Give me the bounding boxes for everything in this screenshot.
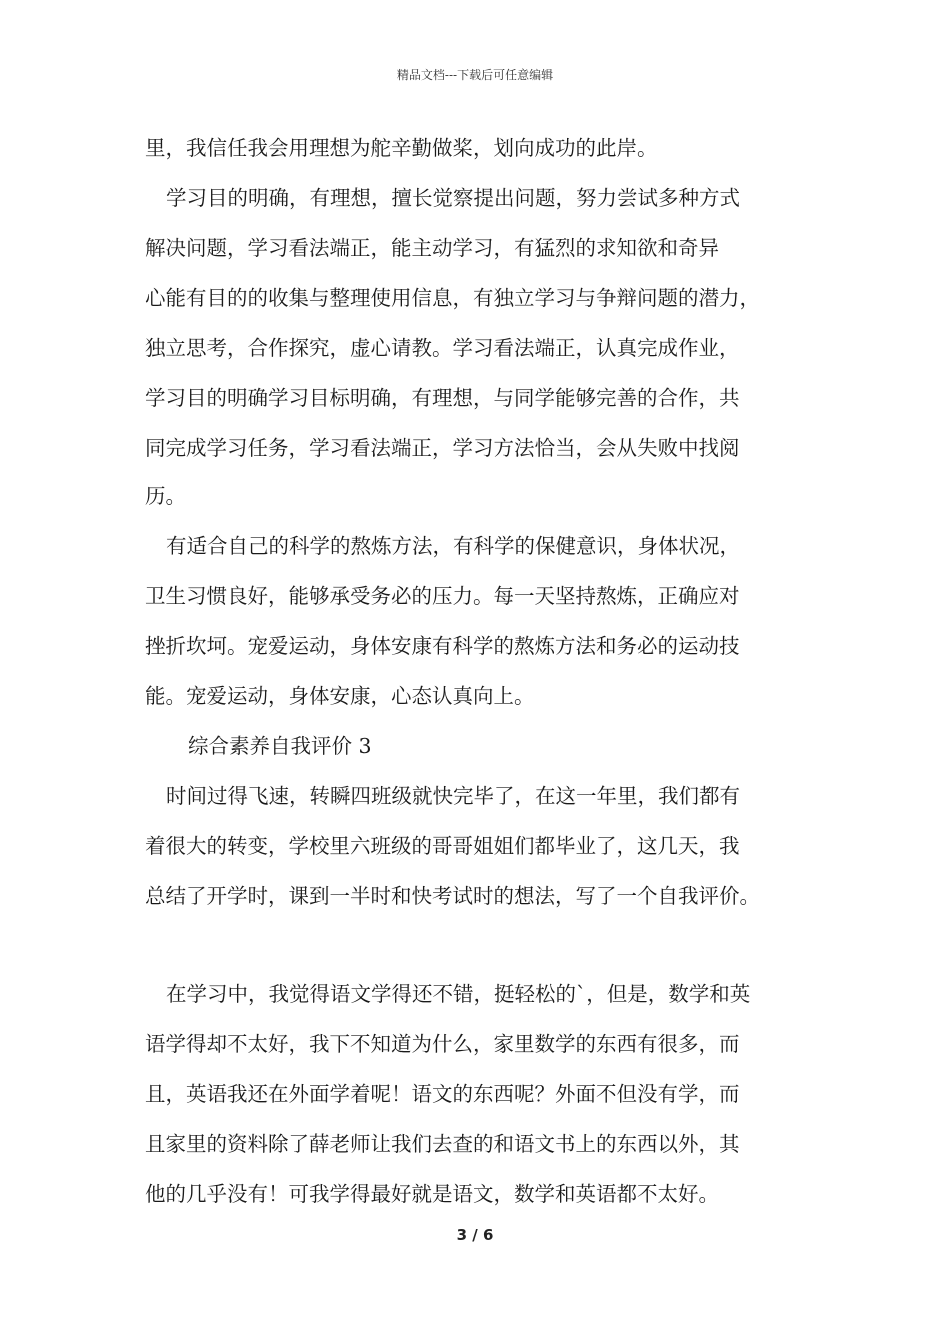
text-line: 且家里的资料除了薛老师让我们去查的和语文书上的东西以外，其: [145, 1132, 740, 1156]
text-line: 解决问题，学习看法端正，能主动学习，有猛烈的求知欲和奇异: [145, 236, 719, 260]
text-line: 同完成学习任务，学习看法端正，学习方法恰当，会从失败中找阅: [145, 436, 740, 460]
text-line: 在学习中，我觉得语文学得还不错，挺轻松的`，但是，数学和英: [166, 982, 751, 1006]
section-heading: 综合素养自我评价 3: [188, 734, 372, 758]
text-line: 学习目的明确学习目标明确，有理想，与同学能够完善的合作，共: [145, 386, 740, 410]
page-number: 3 / 6: [456, 1226, 494, 1244]
text-line: 语学得却不太好，我下不知道为什么，家里数学的东西有很多，而: [145, 1032, 740, 1056]
page-header: 精品文档---下载后可任意编辑: [396, 68, 554, 82]
text-line: 学习目的明确，有理想，擅长觉察提出问题，努力尝试多种方式: [166, 186, 740, 210]
text-line: 能。宠爱运动，身体安康，心态认真向上。: [145, 684, 535, 708]
text-line: 且，英语我还在外面学着呢！语文的东西呢？外面不但没有学，而: [145, 1082, 740, 1106]
text-line: 独立思考，合作探究，虚心请教。学习看法端正，认真完成作业，: [145, 336, 740, 360]
text-line: 心能有目的的收集与整理使用信息，有独立学习与争辩问题的潜力，: [145, 286, 760, 310]
text-line: 时间过得飞速，转瞬四班级就快完毕了，在这一年里，我们都有: [166, 784, 740, 808]
text-line: 着很大的转变，学校里六班级的哥哥姐姐们都毕业了，这几天，我: [145, 834, 740, 858]
text-line: 里，我信任我会用理想为舵辛勤做桨，划向成功的此岸。: [145, 136, 658, 160]
text-line: 挫折坎坷。宠爱运动，身体安康有科学的熬炼方法和务必的运动技: [145, 634, 740, 658]
text-line: 卫生习惯良好，能够承受务必的压力。每一天坚持熬炼，正确应对: [145, 584, 740, 608]
text-line: 总结了开学时，课到一半时和快考试时的想法，写了一个自我评价。: [145, 884, 760, 908]
text-line: 有适合自己的科学的熬炼方法，有科学的保健意识，身体状况，: [166, 534, 740, 558]
text-line: 历。: [145, 484, 186, 508]
text-line: 他的几乎没有！可我学得最好就是语文，数学和英语都不太好。: [145, 1182, 719, 1206]
